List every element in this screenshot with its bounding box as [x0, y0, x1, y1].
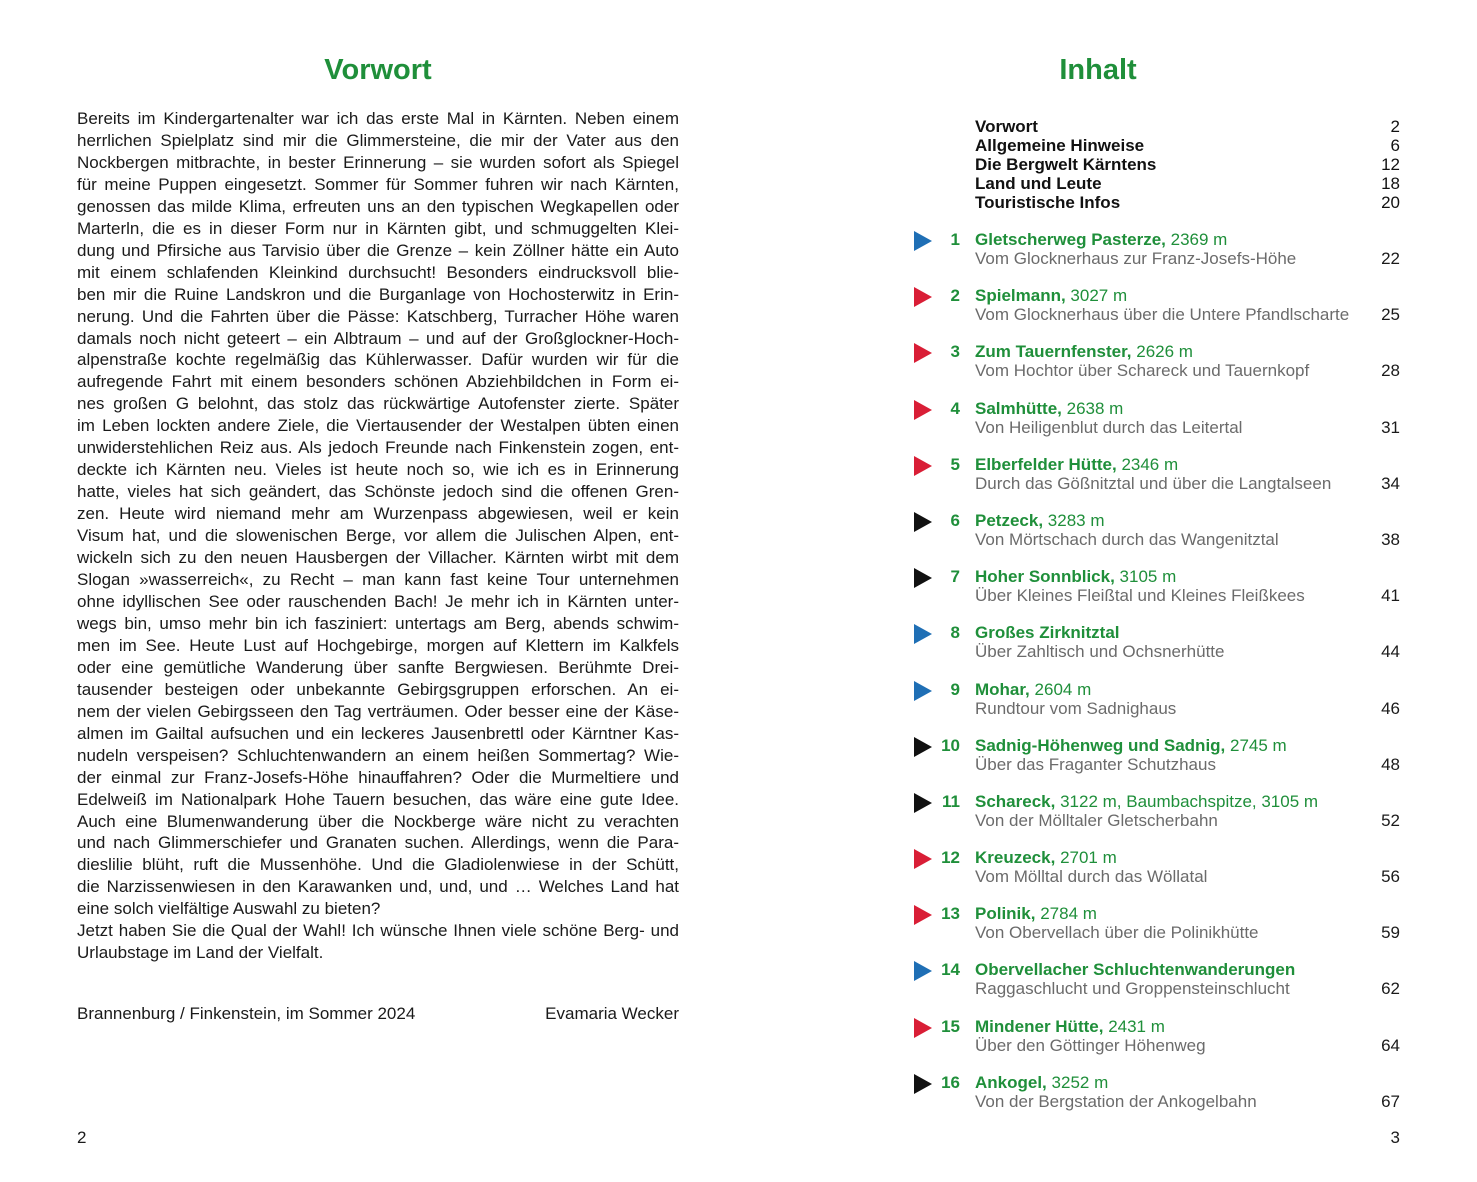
tour-entry[interactable]: [914, 679, 1400, 735]
difficulty-triangle-icon: [914, 793, 932, 813]
page-title-inhalt: Inhalt: [1059, 54, 1137, 86]
tour-height: 2604 m: [1034, 679, 1092, 699]
text-line: nes großen G belohnt, das stolz das rückwärtige Autofenster zierte. Später: [77, 394, 679, 414]
text-line: die Narzissenwiesen in den Karawanken und, und, und … Welches Land hat: [77, 877, 679, 897]
tour-number: 4: [950, 398, 960, 418]
tour-subtitle: Durch das Gößnitztal und über die Langtalseen: [975, 473, 1332, 493]
tour-subtitle: Raggaschlucht und Groppensteinschlucht: [975, 979, 1290, 999]
toc-intro-page: 2: [1390, 117, 1400, 136]
difficulty-triangle-icon: [914, 287, 932, 307]
tour-number: 5: [950, 454, 960, 474]
text-line: hatte, vieles hat sich geändert, das Schönste jedoch sind die offenen Gren-: [77, 482, 679, 502]
tour-subtitle: Von der Bergstation der Ankogelbahn: [975, 1091, 1257, 1111]
tour-height: 3027 m: [1070, 286, 1128, 306]
tour-subtitle: Von Obervellach über die Polinikhütte: [975, 923, 1259, 943]
toc-intro-item[interactable]: [975, 174, 1400, 193]
difficulty-triangle-icon: [914, 624, 932, 644]
tour-name: Salmhütte,: [975, 398, 1062, 418]
tour-page-number: 38: [1381, 529, 1400, 549]
tour-number: 2: [950, 286, 960, 306]
tour-page-number: 22: [1381, 249, 1400, 268]
difficulty-triangle-icon: [914, 849, 932, 869]
text-line: damals noch nicht geteert – ein Albtraum – und auf der Großglockner-Hoch-: [77, 328, 679, 348]
tour-number: 11: [942, 791, 960, 811]
tour-subtitle: Rundtour vom Sadnighaus: [975, 698, 1177, 718]
tour-name: Polinik,: [975, 904, 1036, 924]
tour-name: Mindener Hütte,: [975, 1016, 1104, 1036]
text-line: wegs bin, umso mehr bin ich fasziniert: untertags am Berg, abends schwim-: [77, 613, 679, 633]
author-name: Evamaria Wecker: [545, 1004, 679, 1023]
text-line: Slogan »wasserreich«, zu Recht – man kann fast keine Tour unternehmen: [77, 570, 679, 590]
tour-height: 2369 m: [1170, 230, 1228, 249]
tour-subtitle: Über Zahltisch und Ochsnerhütte: [975, 642, 1225, 662]
tour-entry[interactable]: [914, 1072, 1400, 1128]
tour-page-number: 25: [1381, 305, 1400, 325]
toc-intro-title: Allgemeine Hinweise: [975, 136, 1145, 155]
toc-intro-title: Land und Leute: [975, 174, 1102, 193]
difficulty-triangle-icon: [914, 681, 932, 701]
tour-entry[interactable]: [914, 903, 1400, 959]
tour-number: 6: [950, 510, 960, 530]
text-line: herrlichen Spielplatz sind mir die Glimmersteine, die mir der Vater aus den: [77, 130, 679, 150]
text-line: Urlaubstage im Land der Vielfalt.: [77, 943, 324, 963]
text-line: Visum hat, und die slowenischen Berge, vor allem die Julischen Alpen, ent-: [77, 526, 679, 546]
tour-height: 3105 m: [1119, 567, 1177, 587]
tour-page-number: 31: [1381, 417, 1400, 437]
tour-name: Sadnig-Höhenweg und Sadnig,: [975, 735, 1226, 755]
text-line: Auch eine Blumenwanderung über die Nockberge wäre nicht zu verachten: [77, 811, 679, 831]
tour-name: Petzeck,: [975, 510, 1044, 530]
text-line: dung und Pfirsiche aus Tarvisio über die Grenze – kein Zöllner hätte ein Auto: [77, 240, 679, 260]
difficulty-triangle-icon: [914, 512, 932, 532]
tour-subtitle: Über den Göttinger Höhenweg: [975, 1035, 1206, 1055]
page-number-left: 2: [77, 1128, 87, 1147]
difficulty-triangle-icon: [914, 737, 932, 757]
difficulty-triangle-icon: [914, 905, 932, 925]
page-title-vorwort: Vorwort: [324, 54, 432, 86]
tour-page-number: 34: [1381, 473, 1400, 493]
tour-title: [975, 735, 1287, 756]
tour-title: [975, 454, 1178, 475]
tour-number: 9: [950, 679, 960, 699]
tour-number: 1: [950, 230, 960, 249]
tour-subtitle: Vom Mölltal durch das Wöllatal: [975, 867, 1208, 887]
tour-height: 2745 m: [1230, 735, 1287, 755]
tour-height: 2784 m: [1040, 904, 1097, 924]
difficulty-triangle-icon: [914, 961, 932, 981]
difficulty-triangle-icon: [914, 400, 932, 420]
tour-subtitle: Vom Glocknerhaus über die Untere Pfandlscharte: [975, 305, 1350, 325]
text-line: ohne idyllischen See oder rauschenden Bach! Je mehr ich in Kärnten unter-: [77, 591, 679, 611]
tour-entry[interactable]: [914, 1016, 1400, 1072]
difficulty-triangle-icon: [914, 343, 932, 363]
right-page: [738, 0, 1477, 1182]
text-line: dieslilie blüht, ruft die Mussenhöhe. Und die Gladiolenwiese in der Schütt,: [77, 855, 679, 875]
tour-entry[interactable]: [914, 791, 1400, 847]
tour-title: [975, 566, 1176, 587]
tour-height: 2626 m: [1136, 342, 1193, 362]
toc-intro-item[interactable]: [975, 155, 1400, 174]
tour-title: [975, 679, 1091, 700]
tour-height: 3283 m: [1047, 510, 1105, 530]
tour-title: [975, 510, 1104, 531]
tour-name: Spielmann,: [975, 286, 1066, 306]
text-line: genossen das milde Klima, erfreuten uns an den typischen Wegkapellen oder: [77, 196, 679, 216]
tour-height: 2431 m: [1108, 1016, 1165, 1036]
tour-number: 3: [950, 342, 960, 362]
tour-title: [975, 1072, 1108, 1093]
difficulty-triangle-icon: [914, 231, 932, 251]
tour-height: 3252 m: [1051, 1072, 1109, 1092]
intro-sections-list: [975, 117, 1400, 212]
text-line: Jetzt haben Sie die Qual der Wahl! Ich wünsche Ihnen viele schöne Berg- und: [77, 921, 679, 941]
text-line: oder eine gemütliche Wanderung über sanfte Bergwiesen. Berühmte Drei-: [77, 657, 679, 677]
tour-number: 16: [941, 1072, 960, 1092]
tour-number: 8: [950, 623, 960, 643]
tour-subtitle: Vom Hochtor über Schareck und Tauernkopf: [975, 361, 1310, 381]
tour-page-number: 67: [1381, 1091, 1400, 1111]
tour-title: [975, 229, 1227, 250]
tour-entry[interactable]: [914, 959, 1400, 1015]
tour-title: [975, 398, 1123, 419]
tour-title: [975, 791, 1318, 812]
text-line: wickeln sich zu den neuen Hausbergen der Villacher. Kärnten wirbt mit dem: [77, 548, 679, 568]
tour-number: 12: [941, 848, 960, 868]
toc-intro-page: 20: [1381, 193, 1400, 212]
tour-name: Elberfelder Hütte,: [975, 454, 1117, 474]
tour-subtitle: Von Heiligenblut durch das Leitertal: [975, 417, 1243, 437]
tour-name: Mohar,: [975, 679, 1030, 699]
text-line: eine solch vielfältige Auswahl zu bieten?: [77, 899, 381, 919]
tour-entry[interactable]: [914, 735, 1400, 791]
tour-title: [975, 622, 1120, 643]
toc-intro-page: 18: [1381, 174, 1400, 193]
text-line: der einmal zur Franz-Josefs-Höhe hinauffahren? Oder die Murmeltiere und: [77, 767, 679, 787]
text-line: zen. Heute wird niemand mehr am Wurzenpass abgewiesen, weil er kein: [77, 504, 679, 524]
tour-page-number: 62: [1381, 979, 1400, 999]
left-page: [0, 0, 738, 1182]
tour-name: Zum Tauernfenster,: [975, 342, 1132, 362]
tour-subtitle: Über Kleines Fleißtal und Kleines Fleißkees: [975, 586, 1305, 606]
text-line: Edelweiß im Nationalpark Hohe Tauern besuchen, das wäre eine gute Idee.: [77, 789, 679, 809]
text-line: nem der vielen Gebirgsseen den Tag verträumen. Oder besser eine der Käse-: [77, 701, 679, 721]
difficulty-triangle-icon: [914, 1074, 932, 1094]
tour-title: [975, 285, 1127, 306]
toc-intro-item[interactable]: [975, 117, 1400, 136]
tour-name: Kreuzeck,: [975, 848, 1056, 868]
tour-number: 13: [941, 904, 960, 924]
tour-name: Schareck,: [975, 791, 1056, 811]
tour-subtitle: Vom Glocknerhaus zur Franz-Josefs-Höhe: [975, 249, 1297, 268]
text-line: almen im Gailtal aufsuchen und ein leckeres Jausenbrettl oder Kärntner Kas-: [77, 723, 679, 743]
tour-number: 15: [941, 1016, 960, 1036]
text-line: für meine Puppen eingesetzt. Sommer für Sommer fuhren wir nach Kärnten,: [77, 174, 679, 194]
text-line: Bereits im Kindergartenalter war ich das erste Mal in Kärnten. Neben einem: [77, 109, 679, 128]
difficulty-triangle-icon: [914, 456, 932, 476]
tour-list: [914, 229, 1400, 1128]
text-line: alpenstraße kochte regelmäßig das Kühlerwasser. Dafür wurden wir für die: [77, 350, 679, 370]
tour-entry[interactable]: [914, 510, 1400, 566]
toc-intro-page: 12: [1381, 155, 1400, 174]
text-line: nudeln verspeisen? Schluchtenwandern an einem heißen Sommertag? Wie-: [77, 745, 679, 765]
tour-title: [975, 959, 1295, 980]
text-line: men im See. Heute Lust auf Hochgebirge, morgen auf Klettern im Kalkfels: [77, 635, 679, 655]
tour-subtitle: Über das Fraganter Schutzhaus: [975, 754, 1216, 774]
tour-page-number: 44: [1381, 642, 1400, 662]
toc-intro-item[interactable]: [975, 136, 1400, 155]
text-line: aufregende Fahrt mit einem besonders schönen Abziehbildchen in Form ei-: [77, 372, 679, 392]
text-line: deckte ich Kärnten neu. Vieles ist heute noch so, wie ich es in Erinnerung: [77, 460, 679, 480]
toc-intro-item[interactable]: [975, 193, 1400, 212]
tour-title: [975, 903, 1097, 924]
tour-number: 7: [950, 567, 960, 587]
text-line: ben mir die Ruine Landskron und die Burganlage von Hochosterwitz in Erin-: [77, 284, 679, 304]
tour-subtitle: Von der Mölltaler Gletscherbahn: [975, 810, 1218, 830]
tour-entry[interactable]: [914, 341, 1400, 397]
signature-line: [77, 1004, 679, 1024]
tour-height: 3122 m, Baumbachspitze, 3105 m: [1060, 791, 1319, 811]
foreword-text: [77, 108, 679, 964]
text-line: und nach Glimmerschiefer und Granaten suchen. Allerdings, wenn die Para-: [77, 833, 679, 853]
tour-number: 14: [941, 960, 960, 980]
text-line: tausender besteigen oder unbekannte Gebirgsgruppen erforschen. An ei-: [77, 679, 679, 699]
tour-name: Ankogel,: [975, 1072, 1047, 1092]
tour-title: [975, 341, 1193, 362]
tour-entry[interactable]: [914, 847, 1400, 903]
tour-entry[interactable]: [914, 622, 1400, 678]
difficulty-triangle-icon: [914, 568, 932, 588]
text-line: Nockbergen mitbrachte, in bester Erinnerung – sie wurden sofort als Spiegel: [77, 152, 679, 172]
tour-title: [975, 1016, 1165, 1037]
tour-name: Großes Zirknitztal: [975, 623, 1120, 643]
tour-entry[interactable]: [914, 566, 1400, 622]
text-line: mit einem schlafenden Kleinkind durchsucht! Besonders eindrucksvoll blie-: [77, 262, 679, 282]
tour-subtitle: Von Mörtschach durch das Wangenitztal: [975, 529, 1279, 549]
tour-height: 2701 m: [1060, 848, 1117, 868]
tour-entry[interactable]: [914, 454, 1400, 510]
tour-height: 2638 m: [1066, 398, 1124, 418]
difficulty-triangle-icon: [914, 1018, 932, 1038]
toc-intro-title: Vorwort: [975, 117, 1038, 136]
text-line: nerung. Und die Fahrten über die Pässe: Katschberg, Turracher Höhe waren: [77, 306, 679, 326]
tour-page-number: 64: [1381, 1035, 1400, 1055]
tour-name: Obervellacher Schluchtenwanderungen: [975, 960, 1296, 980]
toc-intro-page: 6: [1390, 136, 1400, 155]
tour-name: Hoher Sonnblick,: [975, 567, 1115, 587]
place-date: Brannenburg / Finkenstein, im Sommer 2024: [77, 1004, 416, 1023]
text-line: Marterln, die es in dieser Form nur in Kärnten gibt, und schmuggelten Klei-: [77, 218, 679, 238]
tour-height: 2346 m: [1121, 454, 1179, 474]
tour-page-number: 59: [1381, 923, 1400, 943]
toc-intro-title: Die Bergwelt Kärntens: [975, 155, 1157, 174]
tour-entry[interactable]: [914, 229, 1400, 285]
tour-number: 10: [941, 735, 960, 755]
tour-page-number: 46: [1381, 698, 1400, 718]
tour-page-number: 56: [1381, 867, 1400, 887]
tour-page-number: 28: [1381, 361, 1400, 381]
tour-entry[interactable]: [914, 285, 1400, 341]
toc-intro-title: Touristische Infos: [975, 193, 1121, 212]
text-line: unwiderstehlichen Reiz aus. Als jedoch Freunde nach Finkenstein zogen, ent-: [77, 438, 679, 458]
text-line: im Leben lockten andere Ziele, die Viertausender der Westalpen übten einen: [77, 416, 679, 436]
tour-name: Gletscherweg Pasterze,: [975, 230, 1166, 249]
tour-entry[interactable]: [914, 398, 1400, 454]
tour-page-number: 52: [1381, 810, 1400, 830]
page-number-right: 3: [1390, 1128, 1400, 1147]
tour-page-number: 48: [1381, 754, 1400, 774]
tour-page-number: 41: [1381, 586, 1400, 606]
tour-title: [975, 847, 1117, 868]
